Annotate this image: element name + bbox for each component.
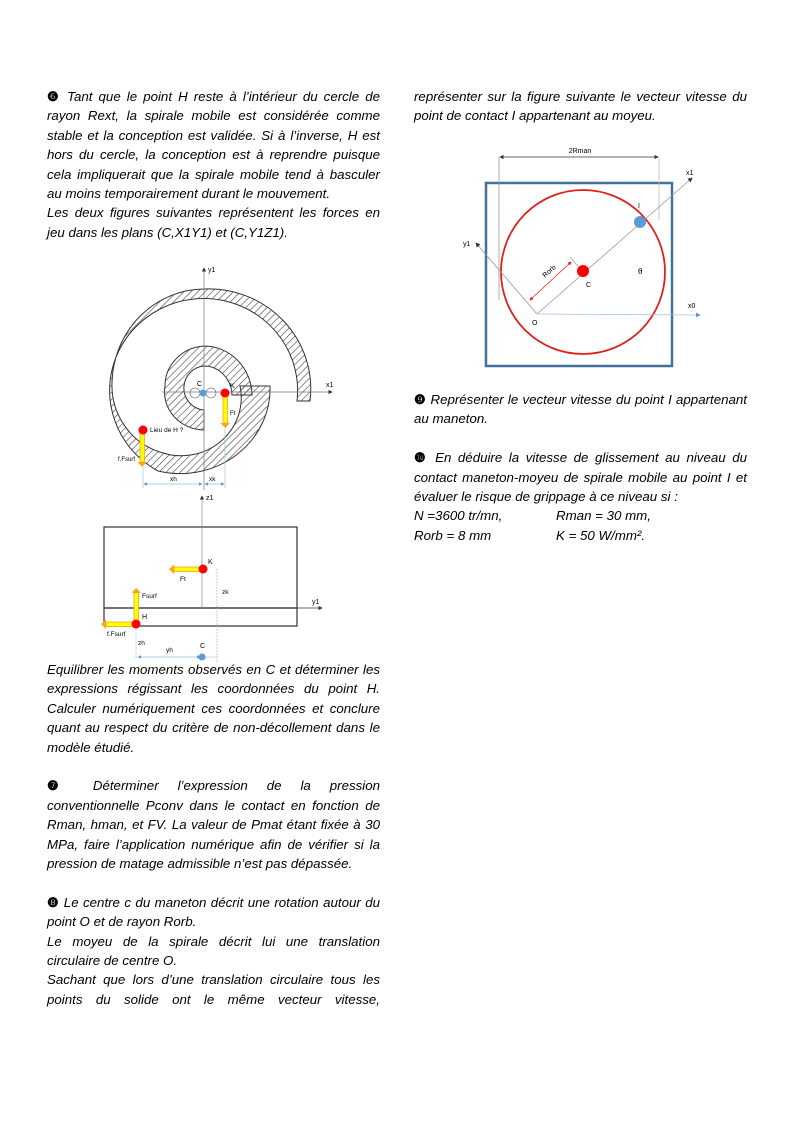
point-c [577,265,589,277]
left-column-lower [47,660,380,1009]
q9-text: ❾ Représenter le vecteur vitesse du point I appartenant au maneton. [414,392,747,427]
q10-number: ❿ [414,450,429,466]
q10-text: ❿ En déduire la vitesse de glissement au niveau du contact maneton-moyeu de spirale mobile au point I et évaluer le risque de grippage à ce niveau si : [414,450,747,505]
dim-zk-label: zk [222,589,229,596]
point-k-label: K [230,383,235,390]
dim-xk-label: xk [209,476,216,483]
q8-line1: ❽ Le centre c du maneton décrit une rotation autour du point O et de rayon Rorb. [47,894,380,930]
left-column [47,87,380,242]
crank-figure [460,140,720,380]
q8-line3: Sachant que lors d’une translation circulaire tous les points du solide ont le même vecteur vitesse, [47,972,380,1007]
right-column-lower [414,390,747,545]
param-n: N =3600 tr/mn, [414,508,503,524]
point-h [132,620,141,629]
param-rorb: Rorb = 8 mm [414,527,492,543]
q10-parameters [414,506,747,545]
q8-line2: Le moyeu de la spirale décrit lui une translation circulaire de centre O. [47,933,380,969]
param-k: K = 50 W/mm². [556,527,646,543]
dim-2rman-label: 2Rman [568,148,592,155]
dim-xh-label: xh [170,476,177,483]
dim-zh-label: zh [138,640,145,647]
point-c-label: C [200,643,206,650]
point-c [200,390,207,397]
point-i-label: I [638,203,640,210]
force-ft-arrow [223,395,228,423]
spiral-figure [100,262,350,492]
q6-figures-intro: Les deux figures suivantes représentent les forces en jeu dans les plans (C,X1Y1) et (C,Y1Z1). [47,205,380,240]
x1-label: x1 [326,382,334,389]
point-k [199,565,208,574]
force-ft-label: Ft [180,576,186,583]
point-h-label: H [142,614,148,621]
point-o-label: O [532,320,538,327]
point-k-label: K [208,559,213,566]
dim-yh-label: yh [166,647,173,654]
x1-label: x1 [686,170,694,177]
x1-axis [537,178,692,314]
y1-label: y1 [463,241,471,248]
force-ft-label: Ft [230,411,236,417]
side-view-figure [90,488,330,663]
lieu-h-label: Lieu de H ? [150,427,184,434]
q6-task: Equilibrer les moments observés en C et déterminer les expressions régissant les coordonnées du point H. Calculer numériquement ces coordonnées et conclure quant au respect du critère de non-décollement dans le modèle étudié. [47,662,380,755]
right-column [414,87,747,126]
z1-label: z1 [206,495,214,502]
point-i [634,216,646,228]
q6-number: ❻ [47,89,62,104]
force-ffsurf-label: f.Fsurf [118,457,136,463]
point-c-label: C [197,381,203,388]
force-ft-arrow [174,567,202,572]
force-ffsurf-arrow [140,432,145,462]
q7-number: ❼ [47,778,74,794]
angle-theta-label: θ [638,267,643,276]
force-ffsurf-label: f.Fsurf [107,631,126,638]
x0-axis [537,314,700,315]
force-ffsurf-arrow [106,622,134,627]
point-h [139,426,148,435]
q6-intro: ❻ Tant que le point H reste à l’intérieur du cercle de rayon Rext, la spirale mobile est considérée comme stable et la conception est validée. Si à l’inverse, H est hors du cercle, la conception est à reprendre puisque cela impliquerait que la spirale mobile tend à basculer au moins temporairement durant le mouvement. [47,89,380,202]
y1-label: y1 [208,267,216,274]
force-fsurf-label: Fsurf [142,593,157,600]
q8-number: ❽ [47,894,60,910]
point-k [221,389,230,398]
param-rman: Rman = 30 mm, [556,508,651,524]
point-c-label: C [586,282,592,289]
x0-label: x0 [688,303,696,310]
dim-rorb-label: Rorb [541,264,558,280]
q7-text: ❼ Déterminer l’expression de la pression conventionnelle Pconv dans le contact en fonction de Rman, hman, et FV. La valeur de Pmat étant fixée à 30 MPa, faire l’application numérique afin de vérifier si la pression de matage admissible n’est pas dépassée. [47,778,380,872]
q9-number: ❾ [414,392,427,407]
q8-continuation: représenter sur la figure suivante le vecteur vitesse du point de contact I appartenant au moyeu. [414,89,747,124]
y1-label: y1 [312,599,320,606]
